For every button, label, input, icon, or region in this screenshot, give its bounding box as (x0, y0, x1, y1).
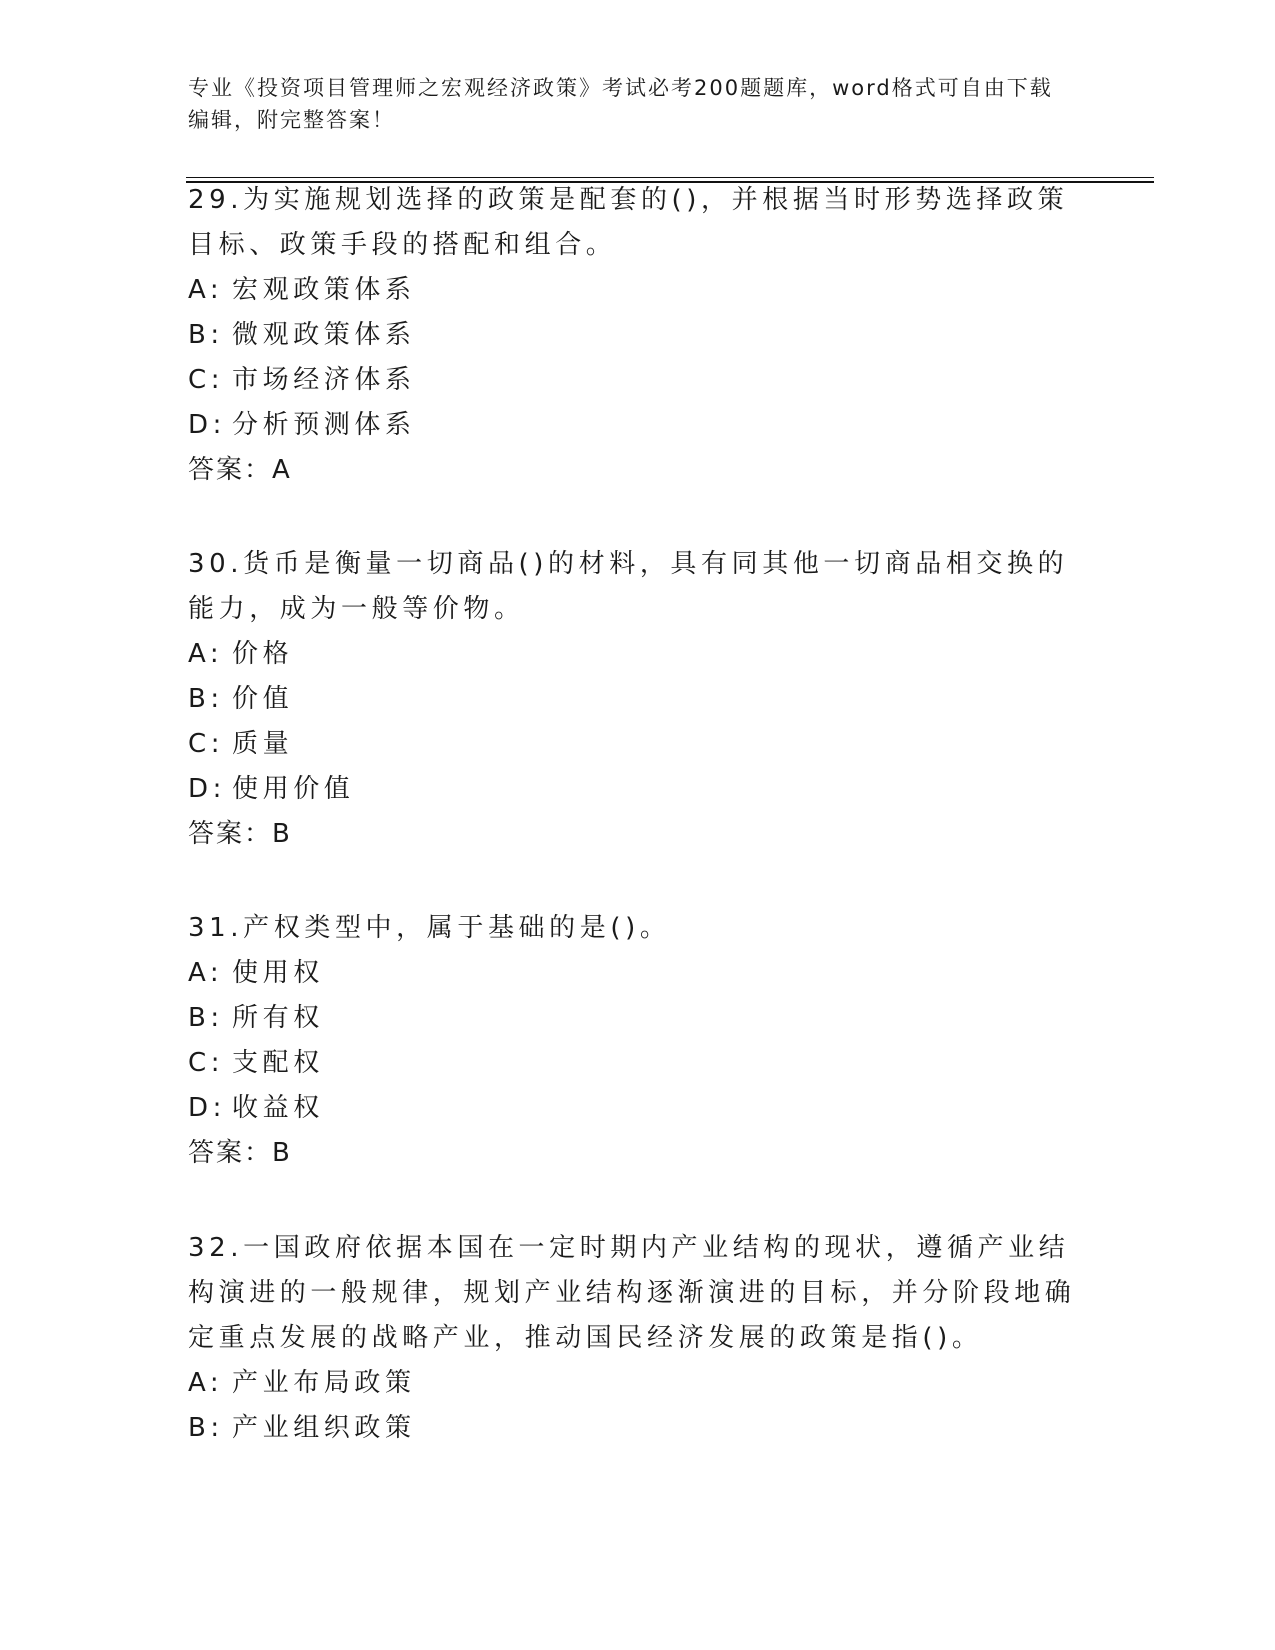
answer-line (188, 1131, 1088, 1176)
answer-label: 答案： (188, 819, 273, 849)
option-key: A: (188, 958, 224, 988)
document-header: 专业《投资项目管理师之宏观经济政策》考试必考200题题库，word格式可自由下载编辑，附完整答案！ (188, 76, 1053, 132)
answer-label: 答案： (188, 1138, 273, 1168)
answer-line (188, 812, 1088, 857)
option-text: 分析预测体系 (232, 410, 416, 440)
option-text: 市场经济体系 (232, 365, 416, 395)
option-d (188, 403, 1088, 448)
option-a (188, 632, 1088, 677)
option-key: D: (188, 410, 226, 440)
option-key: A: (188, 275, 224, 305)
option-text: 收益权 (232, 1093, 324, 1123)
option-key: B: (188, 1003, 224, 1033)
question-stem: 32.一国政府依据本国在一定时期内产业结构的现状，遵循产业结构演进的一般规律，规划产业结构逐渐演进的目标，并分阶段地确定重点发展的战略产业，推动国民经济发展的政策是指()。 (188, 1233, 1076, 1353)
option-c (188, 722, 1088, 767)
option-text: 产业组织政策 (232, 1413, 416, 1443)
option-text: 微观政策体系 (232, 320, 416, 350)
option-d (188, 767, 1088, 812)
option-d (188, 1086, 1088, 1131)
answer-value: A (272, 455, 291, 485)
option-text: 产业布局政策 (232, 1368, 416, 1398)
option-b (188, 313, 1088, 358)
option-a (188, 1361, 1088, 1406)
option-text: 使用权 (232, 958, 324, 988)
question-32 (188, 1226, 1088, 1451)
option-text: 所有权 (232, 1003, 324, 1033)
option-key: C: (188, 729, 225, 759)
option-a (188, 268, 1088, 313)
question-stem: 29.为实施规划选择的政策是配套的()，并根据当时形势选择政策目标、政策手段的搭配和组合。 (188, 185, 1069, 260)
option-text: 价格 (232, 639, 294, 669)
option-c (188, 1041, 1088, 1086)
option-text: 宏观政策体系 (232, 275, 416, 305)
option-b (188, 677, 1088, 722)
question-31 (188, 906, 1088, 1176)
option-key: D: (188, 774, 226, 804)
option-key: C: (188, 365, 225, 395)
question-30 (188, 542, 1088, 857)
option-key: A: (188, 639, 224, 669)
option-b (188, 1406, 1088, 1451)
option-text: 价值 (232, 684, 294, 714)
question-stem: 30.货币是衡量一切商品()的材料，具有同其他一切商品相交换的能力，成为一般等价物。 (188, 549, 1069, 624)
option-c (188, 358, 1088, 403)
answer-line (188, 448, 1088, 493)
option-text: 使用价值 (232, 774, 355, 804)
option-key: B: (188, 320, 224, 350)
answer-value: B (272, 1138, 291, 1168)
option-key: A: (188, 1368, 224, 1398)
question-stem: 31.产权类型中，属于基础的是()。 (188, 913, 671, 943)
answer-label: 答案： (188, 455, 273, 485)
option-key: B: (188, 1413, 224, 1443)
option-a (188, 951, 1088, 996)
answer-value: B (272, 819, 291, 849)
question-29 (188, 178, 1088, 493)
option-key: C: (188, 1048, 225, 1078)
option-text: 支配权 (232, 1048, 324, 1078)
option-text: 质量 (232, 729, 294, 759)
option-key: B: (188, 684, 224, 714)
option-key: D: (188, 1093, 226, 1123)
option-b (188, 996, 1088, 1041)
